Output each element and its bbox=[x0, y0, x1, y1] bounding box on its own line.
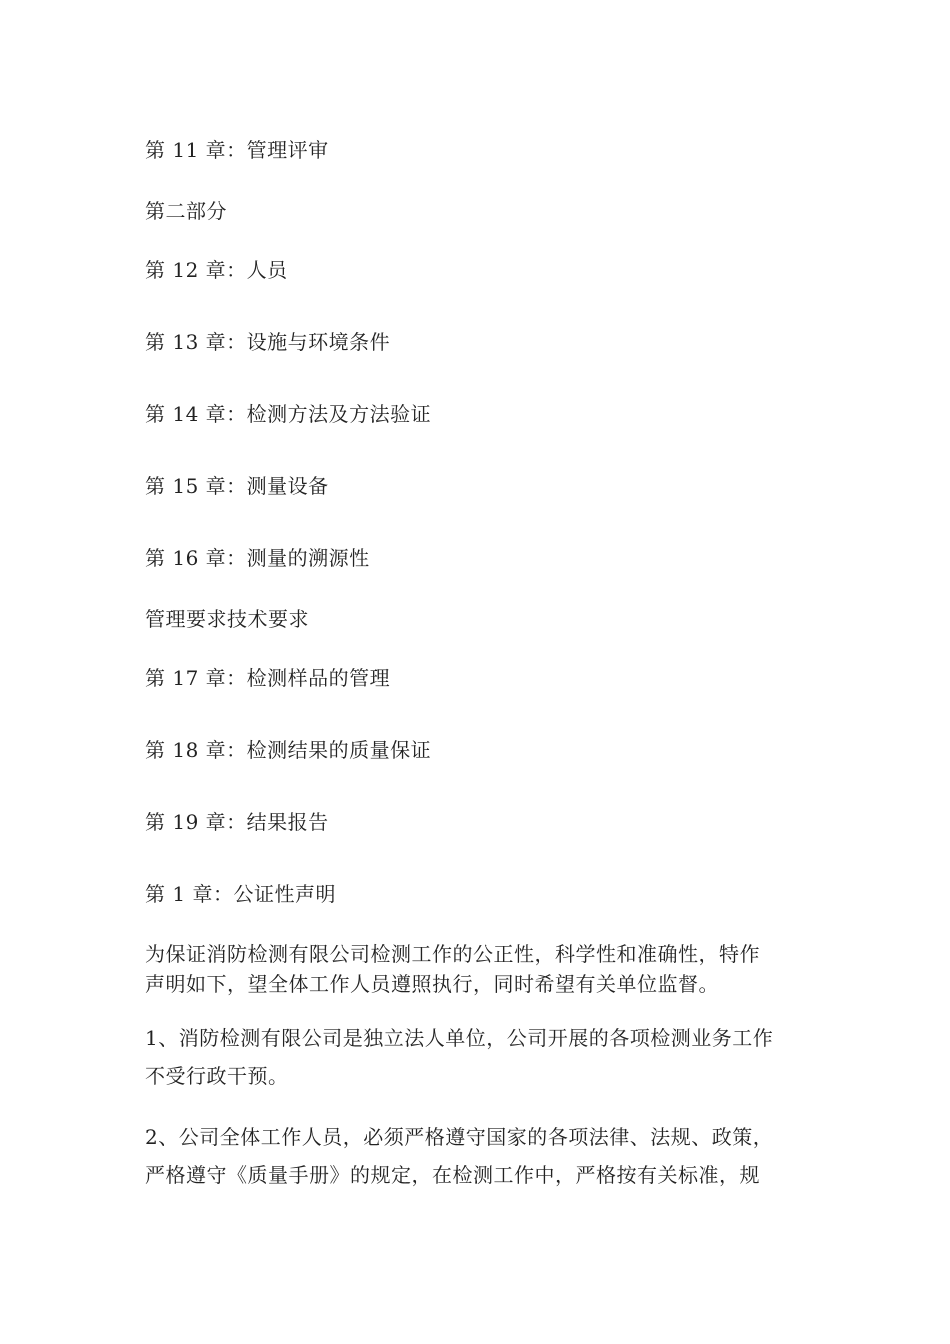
toc-part-2: 第二部分 bbox=[145, 199, 227, 223]
toc-chapter-18: 第 18 章：检测结果的质量保证 bbox=[145, 738, 432, 762]
chapter-1-heading: 第 1 章：公证性声明 bbox=[145, 882, 336, 906]
toc-section-label: 管理要求技术要求 bbox=[145, 607, 309, 631]
toc-chapter-11: 第 11 章：管理评审 bbox=[145, 138, 329, 162]
item-1-paragraph bbox=[145, 1023, 810, 1091]
toc-chapter-16: 第 16 章：测量的溯源性 bbox=[145, 546, 370, 570]
intro-paragraph bbox=[145, 939, 810, 999]
toc-chapter-13: 第 13 章：设施与环境条件 bbox=[145, 330, 391, 354]
item-2-line-1: 2、公司全体工作人员，必须严格遵守国家的各项法律、法规、政策， bbox=[145, 1125, 774, 1149]
toc-chapter-12: 第 12 章：人员 bbox=[145, 258, 288, 282]
intro-line-1: 为保证消防检测有限公司检测工作的公正性，科学性和准确性，特作 bbox=[145, 942, 760, 966]
item-1-line-1: 1、消防检测有限公司是独立法人单位，公司开展的各项检测业务工作 bbox=[145, 1026, 774, 1050]
toc-chapter-17: 第 17 章：检测样品的管理 bbox=[145, 666, 391, 690]
toc-chapter-14: 第 14 章：检测方法及方法验证 bbox=[145, 402, 432, 426]
item-1-line-2: 不受行政干预。 bbox=[145, 1064, 289, 1088]
intro-line-2: 声明如下，望全体工作人员遵照执行，同时希望有关单位监督。 bbox=[145, 972, 719, 996]
toc-chapter-19: 第 19 章：结果报告 bbox=[145, 810, 329, 834]
item-2-paragraph bbox=[145, 1122, 810, 1190]
item-2-line-2: 严格遵守《质量手册》的规定，在检测工作中，严格按有关标准，规 bbox=[145, 1163, 760, 1187]
toc-chapter-15: 第 15 章：测量设备 bbox=[145, 474, 329, 498]
